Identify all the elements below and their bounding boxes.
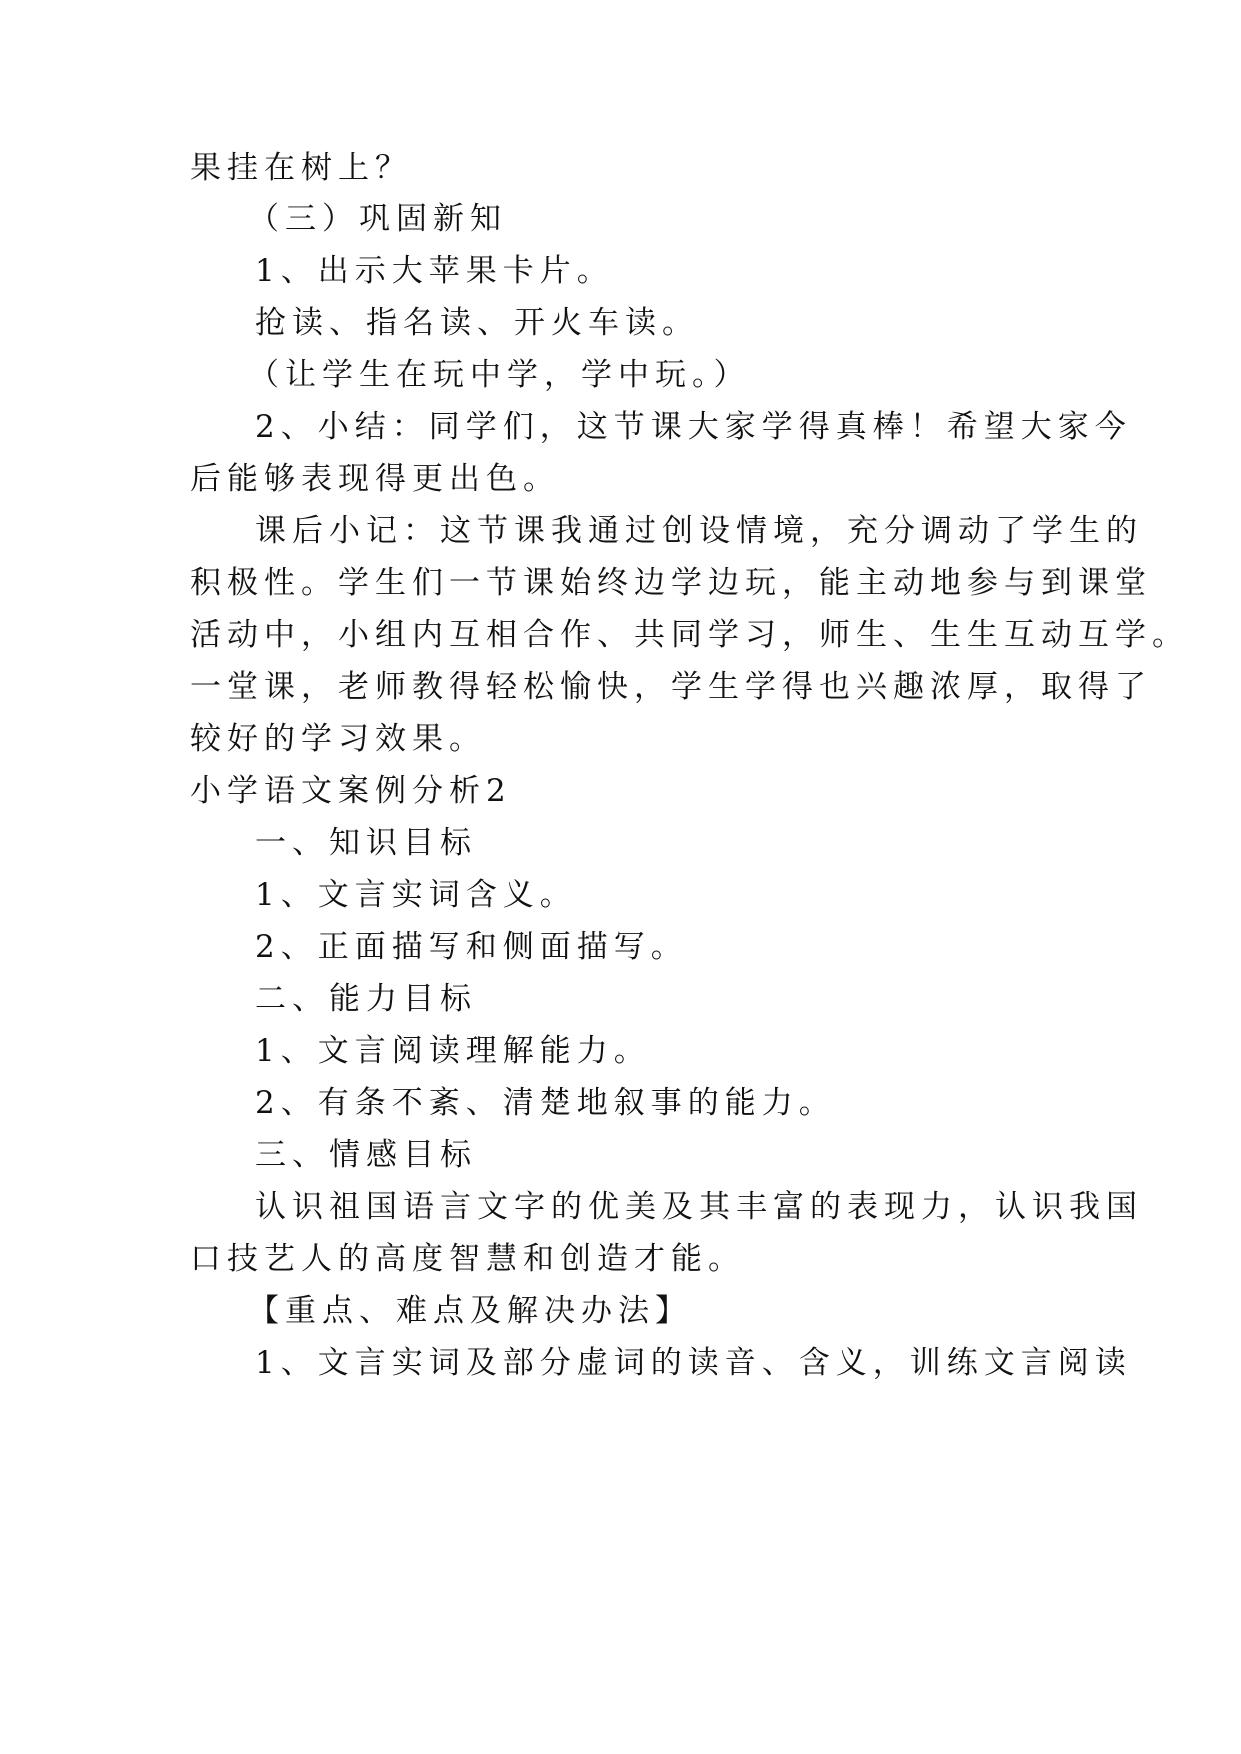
section-heading: 二、能力目标: [255, 981, 477, 1017]
text-line: 认识祖国语言文字的优美及其丰富的表现力，认识我国: [255, 1189, 1143, 1225]
section-heading: （三）巩固新知: [248, 201, 507, 237]
text-line: 积极性。学生们一节课始终边学边玩，能主动地参与到课堂: [190, 565, 1152, 601]
text-line: 一堂课，老师教得轻松愉快，学生学得也兴趣浓厚，取得了: [190, 669, 1152, 705]
text-line: 1、出示大苹果卡片。: [255, 253, 614, 289]
text-line: 较好的学习效果。: [190, 721, 486, 757]
text-line: 抢读、指名读、开火车读。: [255, 305, 699, 341]
text-line: 活动中，小组内互相合作、共同学习，师生、生生互动互学。: [190, 617, 1189, 653]
section-heading: 三、情感目标: [255, 1137, 477, 1173]
text-line: 课后小记：这节课我通过创设情境，充分调动了学生的: [255, 513, 1143, 549]
text-line: 口技艺人的高度智慧和创造才能。: [190, 1241, 745, 1277]
text-line: 1、文言阅读理解能力。: [255, 1033, 651, 1069]
text-line: （让学生在玩中学，学中玩。）: [248, 357, 751, 393]
document-title: 小学语文案例分析2: [190, 773, 512, 809]
text-line: 2、有条不紊、清楚地叙事的能力。: [255, 1085, 836, 1121]
text-line: 2、小结：同学们，这节课大家学得真棒！希望大家今: [255, 409, 1132, 445]
text-line: 后能够表现得更出色。: [190, 461, 560, 497]
text-line: 1、文言实词及部分虚词的读音、含义，训练文言阅读: [255, 1345, 1132, 1381]
section-heading: 一、知识目标: [255, 825, 477, 861]
section-heading: 【重点、难点及解决办法】: [248, 1293, 692, 1329]
text-line: 2、正面描写和侧面描写。: [255, 929, 688, 965]
text-line: 果挂在树上？: [190, 150, 412, 186]
text-line: 1、文言实词含义。: [255, 877, 577, 913]
